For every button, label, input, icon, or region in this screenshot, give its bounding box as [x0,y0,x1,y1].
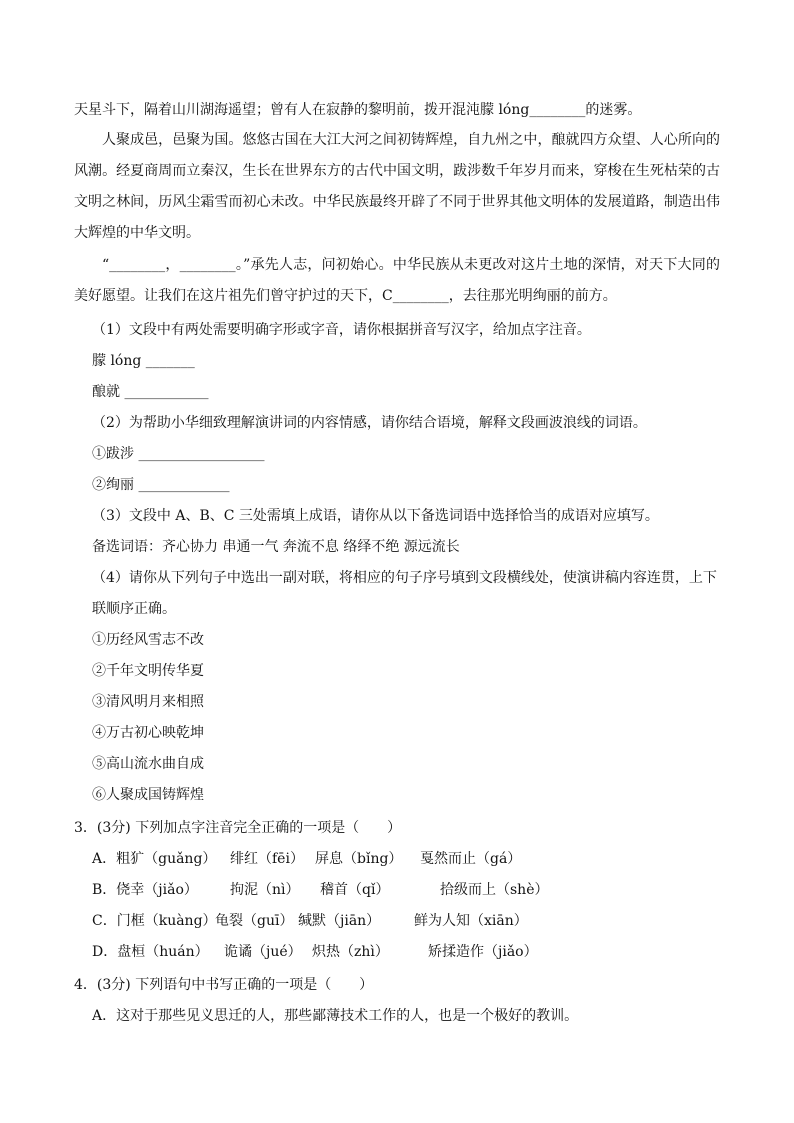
couplet-choice: ⑤高山流水曲自成 [92,756,204,772]
couplet-choice: ④万古初心映乾坤 [92,725,204,741]
question-3-option-d-word-1: D．盘桓（huán） [92,944,209,960]
question-3-option-b-word-1: B．侥幸（jiǎo） [92,882,198,898]
couplet-choice: ⑥人聚成国铸辉煌 [92,787,204,803]
question-3-option-a-word-1: A．粗犷（guǎng） [92,851,217,867]
sub-question-2-item-2: ②绚丽 _____________ [92,477,230,493]
passage-paragraph-3: “________，________。”承先人志，问初始心。中华民族从未更改对这片土地的深情，对天下大同的美好愿望。让我们在这片祖先们曾守护过的天下，C________，去往那光明绚丽的前方。 [74,257,720,304]
question-3-option-a-word-2: 绯红（fēi） [230,851,304,867]
question-3-option-b-word-2: 拘泥（nì） [230,882,300,898]
question-3-option-c-word-2: 龟裂（guī） [215,913,294,929]
sub-question-3-prompt: （3）文段中 A、B、C 三处需填上成语，请你从以下备选词语中选择恰当的成语对应填写。 [92,508,659,524]
sub-question-2-prompt: （2）为帮助小华细致理解演讲词的内容情感，请你结合语境，解释文段画波浪线的词语。 [92,415,647,431]
sub-question-2-item-1: ①跋涉 __________________ [92,446,265,462]
question-3-option-a-word-3: 屏息（bǐng） [315,851,403,867]
question-3-option-c-word-4: 鲜为人知（xiān） [414,913,528,929]
couplet-choice: ③清风明月来相照 [92,694,204,710]
sub-question-3-options: 备选词语：齐心协力 串通一气 奔流不息 络绎不绝 源远流长 [92,539,460,555]
couplet-choice: ②千年文明传华夏 [92,663,204,679]
couplet-choice: ①历经风雪志不改 [92,632,204,648]
question-3-option-b-word-4: 拾级而上（shè） [440,882,549,898]
question-4-option-a: A．这对于那些见义思迁的人，那些鄙薄技术工作的人，也是一个极好的教训。 [92,1008,579,1024]
question-3-option-a-word-4: 戛然而止（gá） [420,851,522,867]
question-3-stem: 3．(3分) 下列加点字注音完全正确的一项是（ ） [74,820,402,836]
passage-line-1: 天星斗下，隔着山川湖海遥望；曾有人在寂静的黎明前，拨开混沌朦 lóng________的迷雾。 [74,102,642,118]
sub-question-1-prompt: （1）文段中有两处需要明确字形或字音，请你根据拼音写汉字，给加点字注音。 [92,322,591,338]
question-3-option-c-word-1: C．门框（kuàng） [92,913,217,929]
sub-question-4-prompt-cont: 联顺序正确。 [92,601,176,617]
sub-question-1-item-1: 朦 lóng _______ [92,353,195,369]
sub-question-4-prompt: （4）请你从下列句子中选出一副对联，将相应的句子序号填到文段横线处，使演讲稿内容连贯，上下 [92,570,717,586]
passage-paragraph-2: 人聚成邑，邑聚为国。悠悠古国在大江大河之间初铸辉煌，自九州之中，酿就四方众望、人心所向的风潮。经夏商周而立秦汉，生长在世界东方的古代中国文明，跋涉数千年岁月而来，穿梭在生死枯荣的古文明之林间，历风尘霜雪而初心未改。中华民族最终开辟了不同于世界其他文明体的发展道路，制造出伟大辉煌的中华文明。 [74,132,720,241]
question-3-option-b-word-3: 稽首（qǐ） [320,882,390,898]
question-3-option-c-word-3: 缄默（jiān） [298,913,381,929]
question-4-stem: 4．(3分) 下列语句中书写正确的一项是（ ） [74,977,374,993]
question-3-option-d-word-3: 炽热（zhì） [312,944,389,960]
question-3-option-d-word-4: 矫揉造作（jiǎo） [428,944,538,960]
sub-question-1-item-2: 酿就 ____________ [92,384,209,400]
question-3-option-d-word-2: 诡谲（jué） [224,944,302,960]
